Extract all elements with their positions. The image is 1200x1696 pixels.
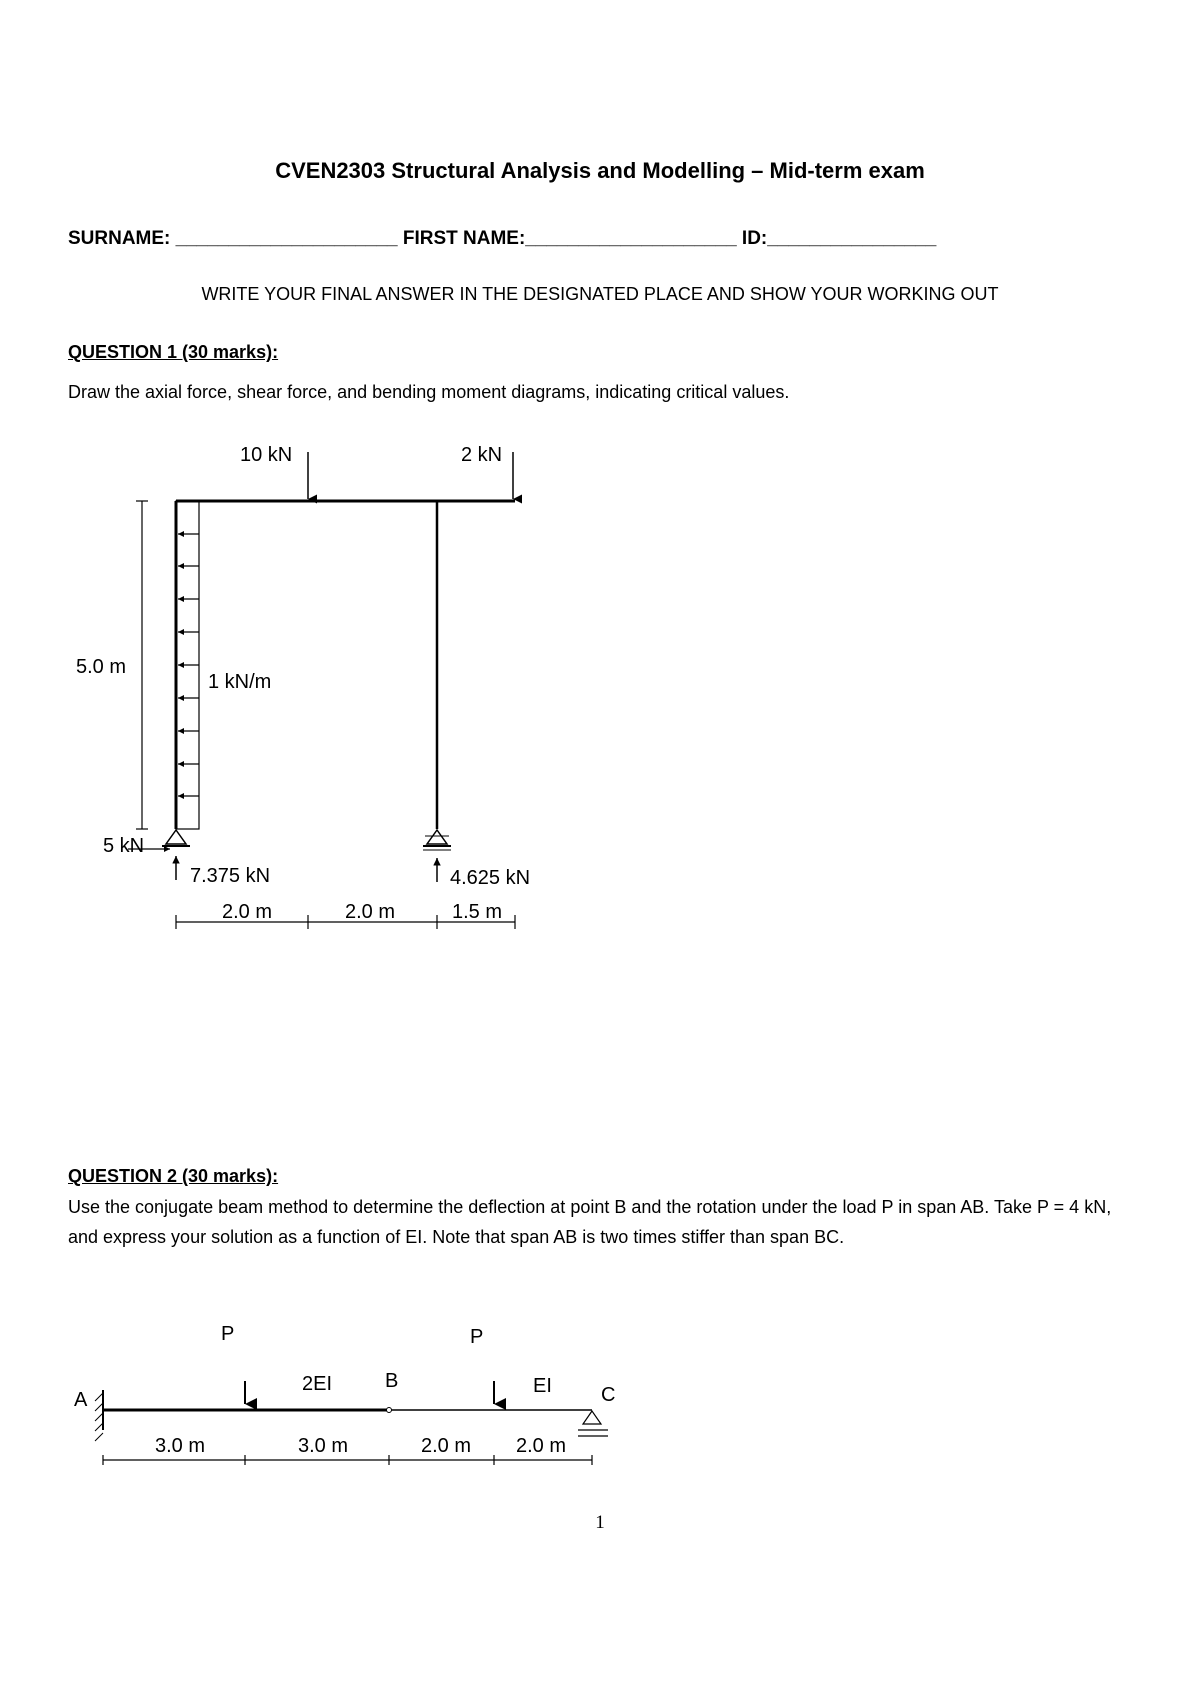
page-number: 1: [595, 1512, 605, 1533]
hinge-b: [387, 1408, 392, 1413]
first-name-label: FIRST NAME:: [402, 228, 526, 249]
dim-label-1: 2.0 m: [222, 901, 273, 923]
roller-support-c: [578, 1411, 608, 1436]
surname-field[interactable]: _____________________: [175, 228, 398, 249]
beam-labels: [74, 1323, 615, 1457]
id-field[interactable]: ________________: [767, 228, 937, 249]
reaction-right-label: 4.625 kN: [450, 867, 531, 889]
span-ab-stiffness-label: 2EI: [302, 1373, 333, 1395]
beam-dim-label-3: 2.0 m: [421, 1435, 472, 1457]
reaction-left-label: 7.375 kN: [190, 865, 271, 887]
question-1-text: Draw the axial force, shear force, and bending moment diagrams, indicating critical values.: [68, 382, 790, 402]
exam-title: CVEN2303 Structural Analysis and Modelling – Mid-term exam: [275, 158, 925, 183]
question-2-text: Use the conjugate beam method to determine the deflection at point B and the rotation under the load P in span AB. Take P = 4 kN, and express your solution as a function of EI. Note that span AB is two times stiffer than span BC.: [68, 1197, 1112, 1247]
first-name-field[interactable]: ____________________: [525, 228, 737, 249]
point-c-label: C: [601, 1384, 616, 1406]
point-a-label: A: [74, 1389, 88, 1411]
frame-figure: [128, 452, 515, 929]
dim-label-2: 2.0 m: [345, 901, 396, 923]
point-b-label: B: [385, 1370, 399, 1392]
udl-label: 1 kN/m: [208, 671, 272, 693]
load-2kn-label: 2 kN: [461, 444, 503, 466]
instruction-line: WRITE YOUR FINAL ANSWER IN THE DESIGNATED PLACE AND SHOW YOUR WORKING OUT: [201, 284, 999, 304]
beam-dim-label-2: 3.0 m: [298, 1435, 349, 1457]
right-roller-support: [423, 830, 451, 850]
frame-labels: [76, 444, 530, 923]
horizontal-load-label: 5 kN: [103, 835, 145, 857]
height-label: 5.0 m: [76, 656, 127, 678]
beam-dim-label-4: 2.0 m: [516, 1435, 567, 1457]
dim-label-3: 1.5 m: [452, 901, 503, 923]
load-p1-label: P: [221, 1323, 235, 1345]
id-label: ID:: [741, 228, 768, 249]
left-pin-support: [162, 830, 190, 846]
beam-dim-label-1: 3.0 m: [155, 1435, 206, 1457]
question-1-heading: QUESTION 1 (30 marks):: [68, 342, 279, 362]
span-bc-stiffness-label: EI: [533, 1375, 552, 1397]
distributed-load-arrows: [178, 534, 199, 796]
load-p2-label: P: [470, 1326, 484, 1348]
load-10kn-label: 10 kN: [240, 444, 293, 466]
question-2-heading: QUESTION 2 (30 marks):: [68, 1166, 279, 1186]
surname-label: SURNAME:: [68, 228, 171, 249]
